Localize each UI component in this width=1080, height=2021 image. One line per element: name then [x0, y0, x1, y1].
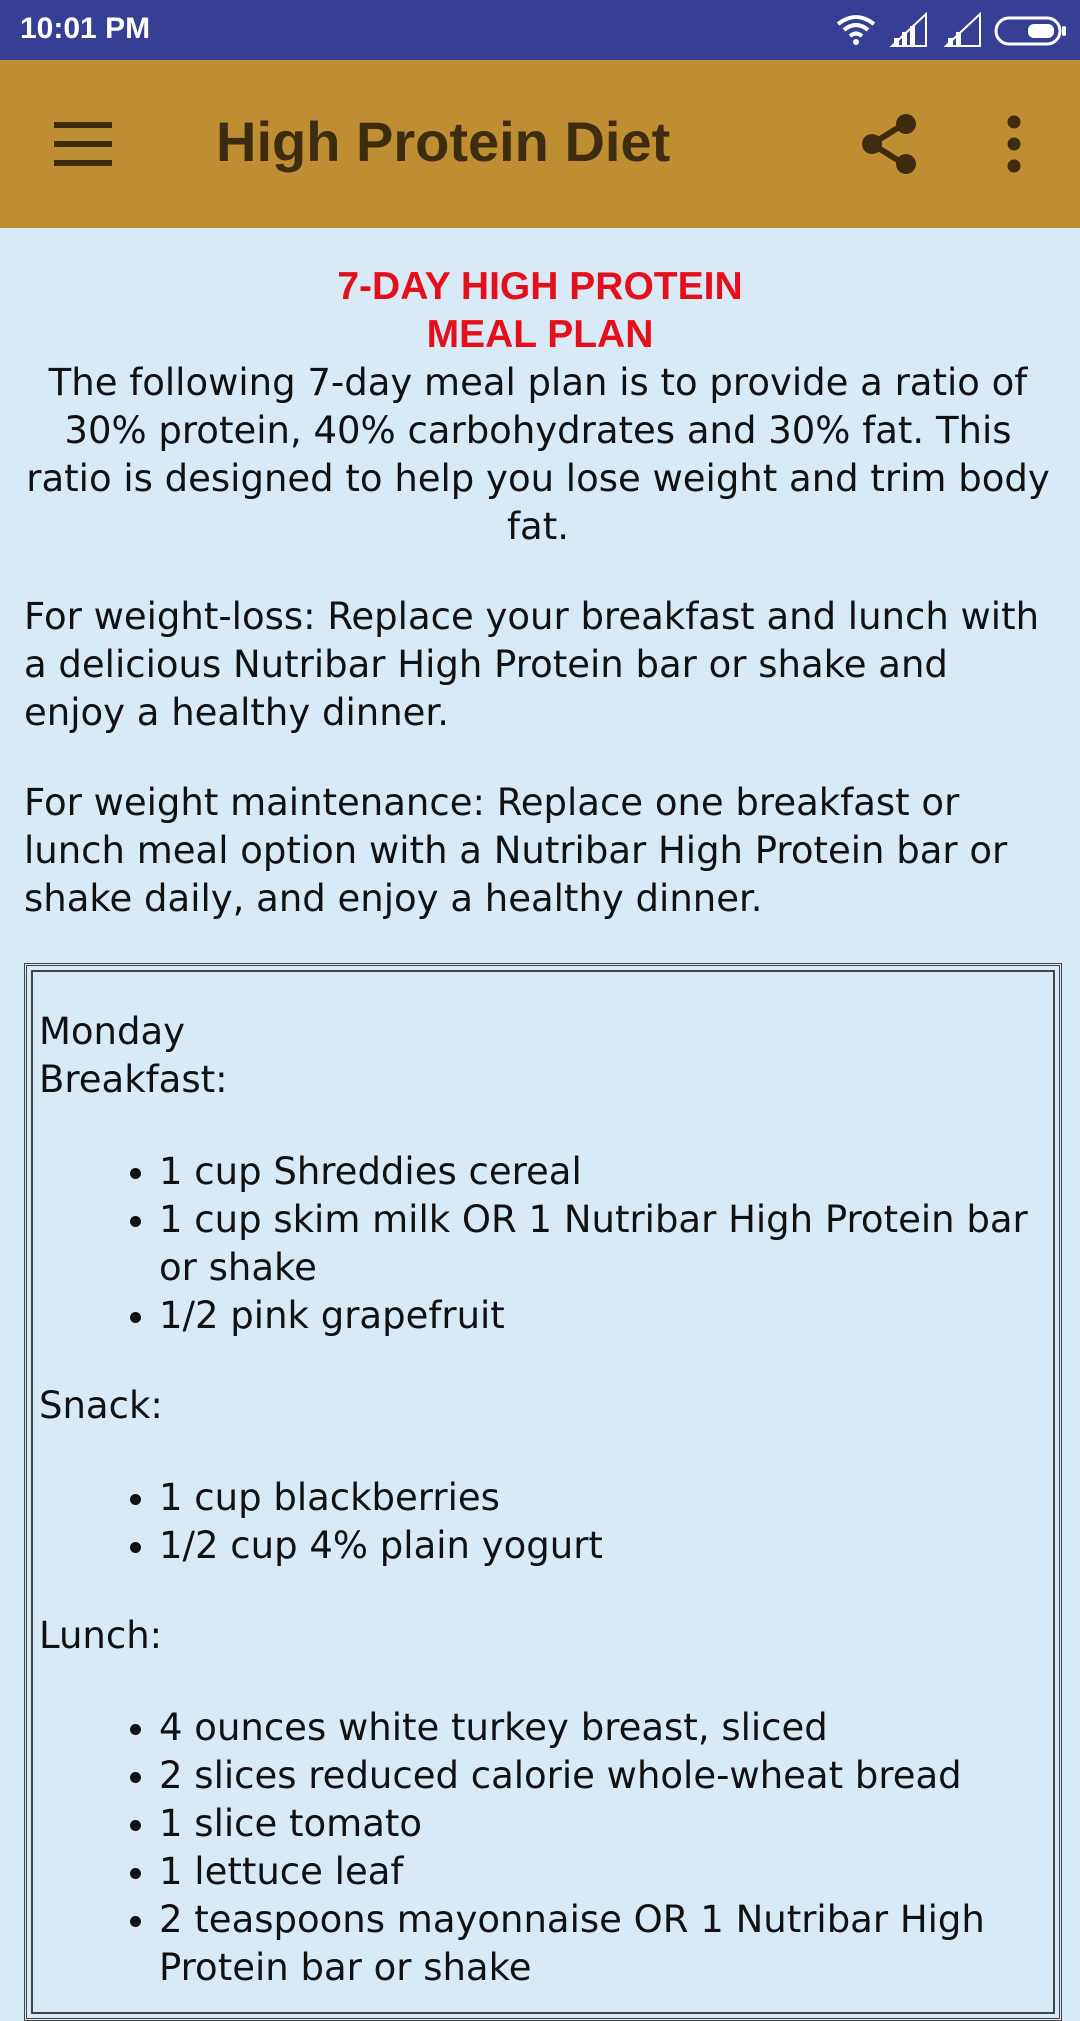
list-item: • 4 ounces white turkey breast, sliced — [159, 1704, 1047, 1752]
lunch-list — [39, 1704, 1047, 1992]
status-bar — [0, 0, 1080, 60]
breakfast-label: Breakfast: — [39, 1058, 228, 1101]
maintenance-paragraph: For weight maintenance: Replace one breakfast or lunch meal option with a Nutribar High Protein bar or shake daily, and enjoy a healthy dinner. — [24, 781, 1008, 920]
weight-loss-paragraph: For weight-loss: Replace your breakfast and lunch with a delicious Nutribar High Protein bar or shake and enjoy a healthy dinner. — [24, 595, 1040, 734]
lunch-label: Lunch: — [39, 1614, 163, 1657]
wifi-icon — [834, 12, 878, 48]
list-item: • 1/2 pink grapefruit — [159, 1292, 1047, 1340]
breakfast-list — [39, 1148, 1047, 1340]
list-item: • 2 teaspoons mayonnaise OR 1 Nutribar High Protein bar or shake — [159, 1896, 1047, 1992]
intro-paragraph: The following 7-day meal plan is to provide a ratio of 30% protein, 40% carbohydrates and 30% fat. This ratio is designed to help you lose weight and trim body fat. — [26, 361, 1050, 548]
article-content — [24, 228, 1056, 2021]
list-item: • 1 lettuce leaf — [159, 1848, 1047, 1896]
day-label: Monday — [39, 1010, 186, 1053]
page-title: High Protein Diet — [216, 110, 671, 173]
battery-icon — [994, 12, 1068, 48]
snack-list — [39, 1474, 1047, 1570]
snack-label: Snack: — [39, 1384, 163, 1427]
more-vertical-icon[interactable] — [1000, 114, 1028, 174]
list-item: • 1 slice tomato — [159, 1800, 1047, 1848]
signal-icon-2 — [944, 12, 984, 48]
list-item: • 1/2 cup 4% plain yogurt — [159, 1522, 1047, 1570]
status-time: 10:01 PM — [20, 12, 151, 45]
heading-line-1: 7-DAY HIGH PROTEIN — [337, 265, 743, 308]
hamburger-menu-icon[interactable] — [50, 118, 118, 170]
list-item: • 1 cup Shreddies cereal — [159, 1148, 1047, 1196]
app-bar — [0, 60, 1080, 228]
list-item: • 1 cup blackberries — [159, 1474, 1047, 1522]
article-heading — [24, 263, 1056, 359]
meal-plan-table — [24, 963, 1062, 2021]
share-icon[interactable] — [858, 112, 922, 176]
heading-line-2: MEAL PLAN — [426, 313, 654, 356]
list-item: • 1 cup skim milk OR 1 Nutribar High Protein bar or shake — [159, 1196, 1047, 1292]
list-item: • 2 slices reduced calorie whole-wheat bread — [159, 1752, 1047, 1800]
signal-icon — [890, 12, 930, 48]
meal-plan-cell — [31, 970, 1055, 2014]
